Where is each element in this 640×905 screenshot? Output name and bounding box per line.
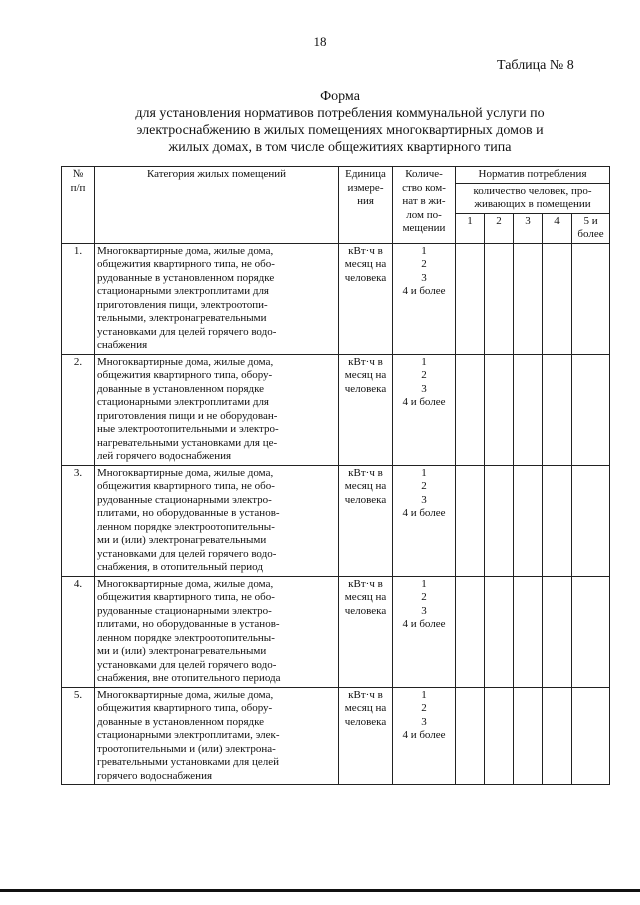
norm-value-cell — [543, 465, 572, 576]
row-room-counts: 1 2 3 4 и более — [393, 576, 456, 687]
row-number: 3. — [62, 465, 95, 576]
header-norm: Норматив потребления — [456, 167, 610, 184]
norm-value-cell — [514, 243, 543, 354]
norm-value-cell — [514, 465, 543, 576]
header-people-col: 2 — [485, 213, 514, 243]
header-people: количество человек, про- живающих в помещении — [456, 183, 610, 213]
header-category: Категория жилых помещений — [95, 167, 339, 244]
header-room-count: Количе- ство ком- нат в жи- лом по- мещении — [393, 167, 456, 244]
row-category: Многоквартирные дома, жилые дома, общежития квартирного типа, не обо- рудованные в установленном порядке стационарными электроплитами для приготовления пищи, электроотопи- тельными, электронагревательными установками для целей горячего водо- снабжения — [95, 243, 339, 354]
norm-value-cell — [485, 576, 514, 687]
row-room-counts: 1 2 3 4 и более — [393, 687, 456, 785]
norm-value-cell — [543, 243, 572, 354]
row-category: Многоквартирные дома, жилые дома, общежития квартирного типа, обору- дованные в установленном порядке стационарными электроплитами, элек- троотопительными и (или) электрона- гревательными установками для целей горячего водоснабжения — [95, 687, 339, 785]
row-number: 1. — [62, 243, 95, 354]
norm-value-cell — [514, 354, 543, 465]
header-people-col: 5 и более — [572, 213, 610, 243]
bottom-rule — [0, 889, 640, 892]
row-number: 4. — [62, 576, 95, 687]
norm-value-cell — [572, 687, 610, 785]
norm-value-cell — [485, 687, 514, 785]
form-title-line: электроснабжению в жилых помещениях многоквартирных домов и — [136, 123, 544, 138]
norm-value-cell — [485, 465, 514, 576]
row-room-counts: 1 2 3 4 и более — [393, 243, 456, 354]
table-label: Таблица № 8 — [497, 58, 574, 73]
norm-value-cell — [543, 354, 572, 465]
row-unit: кВт·ч в месяц на человека — [339, 243, 393, 354]
table-row — [62, 576, 610, 687]
norm-value-cell — [456, 465, 485, 576]
form-title-main: Форма — [320, 89, 360, 104]
norm-value-cell — [456, 576, 485, 687]
norm-value-cell — [456, 687, 485, 785]
norm-value-cell — [572, 243, 610, 354]
row-room-counts: 1 2 3 4 и более — [393, 354, 456, 465]
header-people-col: 3 — [514, 213, 543, 243]
table-row — [62, 687, 610, 785]
row-unit: кВт·ч в месяц на человека — [339, 465, 393, 576]
norm-value-cell — [485, 243, 514, 354]
norm-value-cell — [514, 576, 543, 687]
row-number: 2. — [62, 354, 95, 465]
header-people-col: 4 — [543, 213, 572, 243]
table-row — [62, 243, 610, 354]
norm-table — [61, 166, 610, 785]
row-category: Многоквартирные дома, жилые дома, общежития квартирного типа, обору- дованные в установленном порядке стационарными электроплитами для приготовления пищи и не оборудован- ные электроотопительными и электро- нагревательными установками для це- лей горячего водоснабжения — [95, 354, 339, 465]
norm-value-cell — [572, 576, 610, 687]
form-title — [70, 88, 610, 156]
table-row — [62, 354, 610, 465]
header-unit: Единица измере- ния — [339, 167, 393, 244]
norm-value-cell — [514, 687, 543, 785]
row-room-counts: 1 2 3 4 и более — [393, 465, 456, 576]
row-category: Многоквартирные дома, жилые дома, общежития квартирного типа, не обо- рудованные стационарными электро- плитами, но оборудованные в установ- ленном порядке электроотопительны- ми и (или) электронагревательными установками для целей горячего водо- снабжения, в отопительный период — [95, 465, 339, 576]
form-title-line: для установления нормативов потребления коммунальной услуги по — [135, 106, 545, 121]
norm-value-cell — [485, 354, 514, 465]
header-people-col: 1 — [456, 213, 485, 243]
row-unit: кВт·ч в месяц на человека — [339, 576, 393, 687]
row-number: 5. — [62, 687, 95, 785]
norm-value-cell — [572, 465, 610, 576]
form-title-line: жилых домах, в том числе общежитиях квартирного типа — [168, 140, 512, 155]
norm-value-cell — [543, 576, 572, 687]
table-row — [62, 465, 610, 576]
header-num: № п/п — [62, 167, 95, 244]
norm-value-cell — [543, 687, 572, 785]
norm-value-cell — [456, 354, 485, 465]
row-unit: кВт·ч в месяц на человека — [339, 354, 393, 465]
row-unit: кВт·ч в месяц на человека — [339, 687, 393, 785]
norm-value-cell — [572, 354, 610, 465]
norm-value-cell — [456, 243, 485, 354]
page-number: 18 — [313, 34, 327, 49]
row-category: Многоквартирные дома, жилые дома, общежития квартирного типа, не обо- рудованные стационарными электро- плитами, но оборудованные в установ- ленном порядке электроотопительны- ми и (или) электронагревательными установками для целей горячего водо- снабжения, вне отопительного периода — [95, 576, 339, 687]
